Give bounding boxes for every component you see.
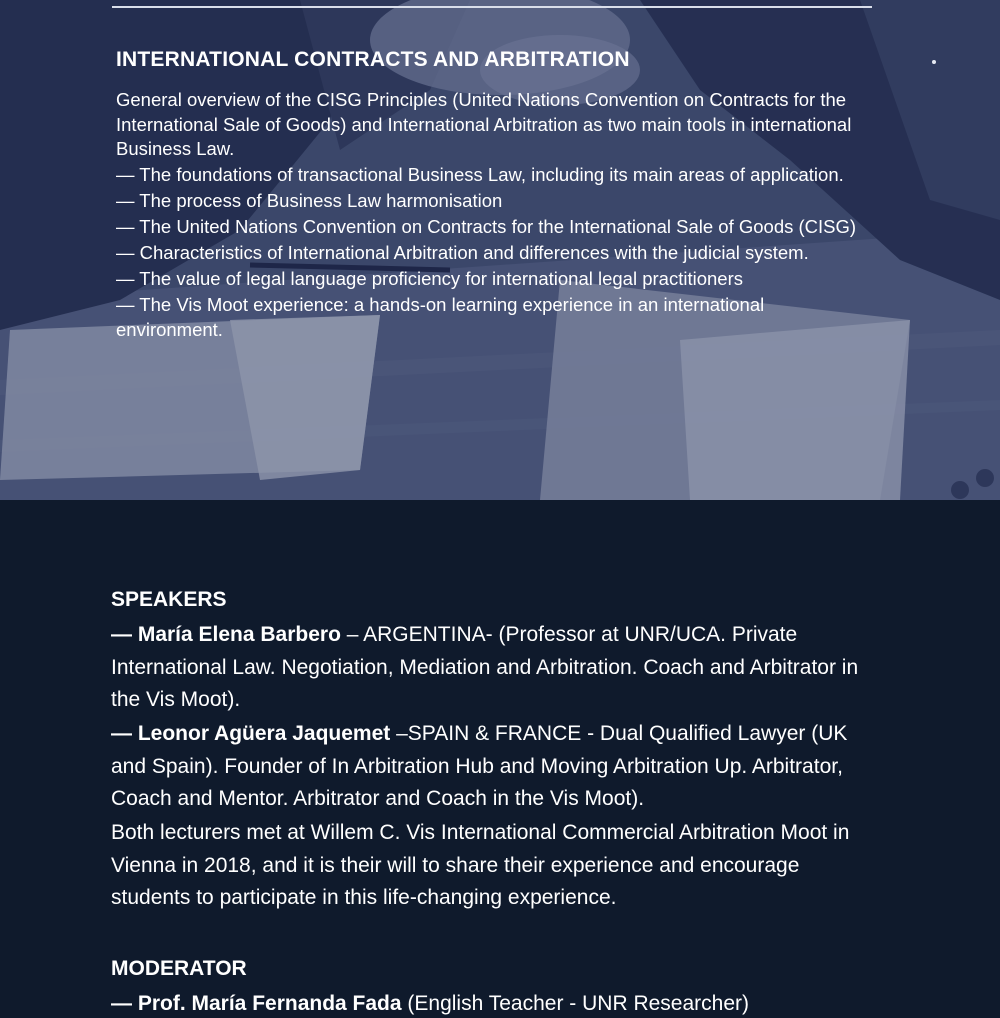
description-item: — The United Nations Convention on Contracts for the International Sale of Goods (CISG) [116,216,857,237]
speaker-details: –SPAIN & FRANCE - Dual Qualified Lawyer (UK and Spain). Founder of In Arbitration Hub and Moving Arbitration Up. Arbitrator, Coach and Mentor. Arbitrator and Coach in the Vis Moot). [111,722,848,810]
moderator-name: — Prof. María Fernanda Fada [111,992,402,1015]
description-item: — The Vis Moot experience: a hands-on learning experience in an international environment. [116,294,765,340]
hero-section [0,0,1000,500]
description-intro: General overview of the CISG Principles (United Nations Convention on Contracts for the International Sale of Goods) and International Arbitration as two main tools in international Business Law. [116,89,852,159]
section-title: INTERNATIONAL CONTRACTS AND ARBITRATION [116,48,630,71]
description-item: — The process of Business Law harmonisation [116,190,503,211]
moderator-details: (English Teacher - UNR Researcher) [401,992,749,1015]
description-item: — Characteristics of International Arbitration and differences with the judicial system. [116,242,809,263]
course-description [116,88,876,342]
speakers-closing-text: Both lecturers met at Willem C. Vis International Commercial Arbitration Moot in Vienna in 2018, and it is their will to share their experience and encourage students to participate in this life-changing experience. [111,821,850,909]
speaker-name: — Leonor Agüera Jaquemet [111,722,391,745]
decorative-dot [932,60,936,64]
speakers-heading: SPEAKERS [111,588,227,611]
speaker-name: — María Elena Barbero [111,623,341,646]
moderator-heading: MODERATOR [111,957,247,980]
speaker-entry [111,718,881,816]
speaker-details: – ARGENTINA- (Professor at UNR/UCA. Private International Law. Negotiation, Mediation and Arbitration. Coach and Arbitrator in the Vis Moot). [111,623,859,711]
description-item: — The foundations of transactional Business Law, including its main areas of application. [116,164,844,185]
top-divider [112,6,872,8]
description-item: — The value of legal language proficiency for international legal practitioners [116,268,743,289]
speakers-list [111,619,881,916]
speaker-entry [111,619,881,717]
moderator-entry [111,990,749,1018]
